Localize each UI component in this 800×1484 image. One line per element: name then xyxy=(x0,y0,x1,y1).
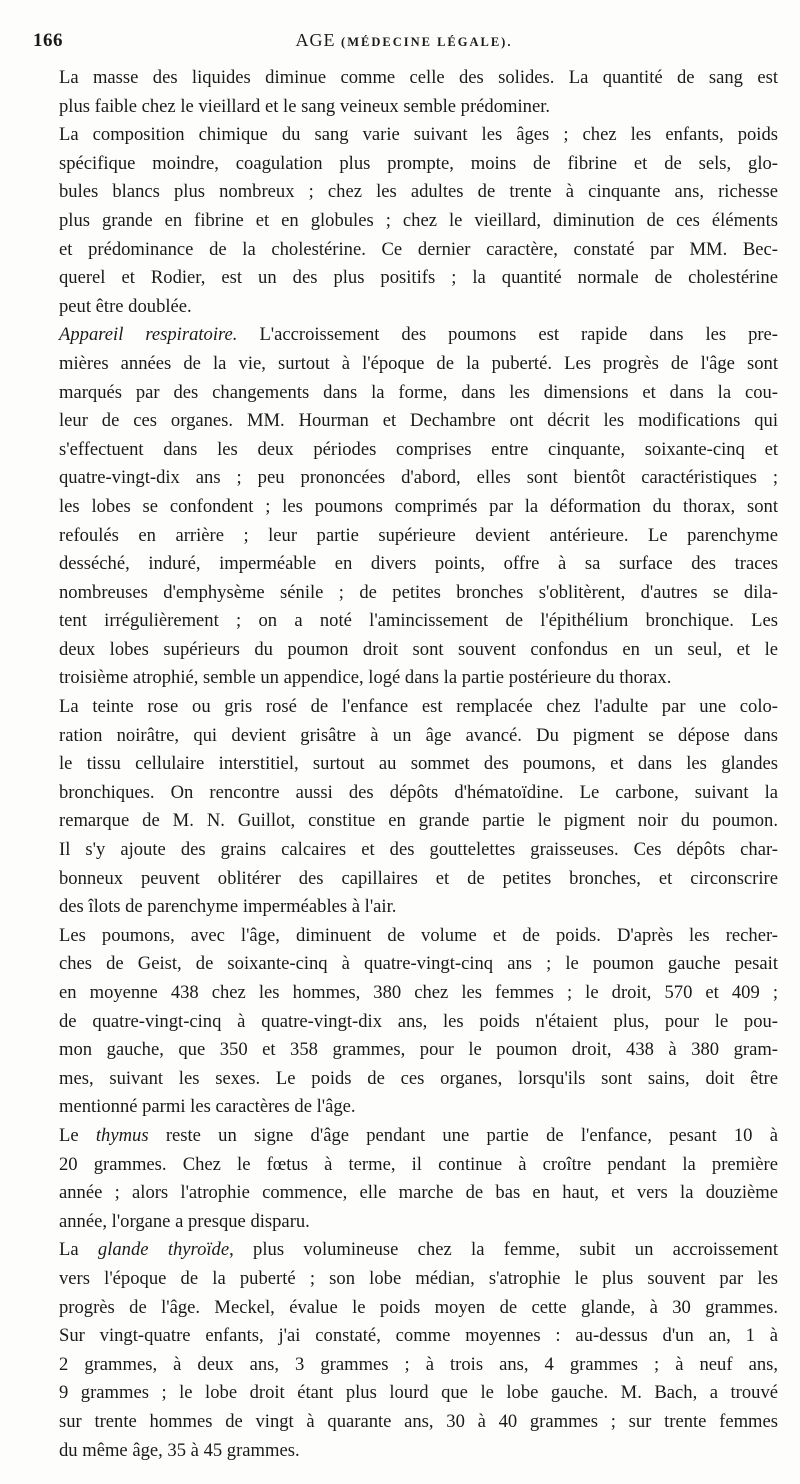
text-line xyxy=(59,1322,778,1351)
text-line xyxy=(59,1036,778,1065)
line-text: du même âge, 35 à 45 grammes. xyxy=(59,1439,300,1461)
text-line xyxy=(59,750,778,779)
line-text: 20 grammes. Chez le fœtus à terme, il continue à croître pendant la première xyxy=(59,1153,778,1175)
line-text: refoulés en arrière ; leur partie supérieure devient antérieure. Le parenchyme xyxy=(59,524,778,546)
text-line xyxy=(59,64,778,93)
text-line xyxy=(59,379,778,408)
text-line xyxy=(59,207,778,236)
line-text: La masse des liquides diminue comme celle des solides. La quantité de sang est xyxy=(59,67,778,88)
line-text: et prédominance de la cholestérine. Ce dernier caractère, constaté par MM. Bec- xyxy=(59,238,778,260)
text-line xyxy=(59,893,778,922)
text-line xyxy=(59,1151,778,1180)
line-text: bules blancs plus nombreux ; chez les adultes de trente à cinquante ans, richesse xyxy=(59,181,778,203)
text-line xyxy=(59,464,778,493)
line-text: marqués par des changements dans la forme, dans les dimensions et dans la cou- xyxy=(59,381,778,403)
text-line xyxy=(59,1093,778,1122)
line-text: remarque de M. N. Guillot, constitue en grande partie le pigment noir du poumon. xyxy=(59,810,778,832)
italic-term: thymus xyxy=(95,1124,149,1146)
line-text: tent irrégulièrement ; on a noté l'amincissement de l'épithélium bronchique. Les xyxy=(59,610,778,632)
text-line xyxy=(59,807,778,836)
text-line xyxy=(59,693,778,722)
text-line xyxy=(59,579,778,608)
text-line xyxy=(59,321,778,350)
line-text: peut être doublée. xyxy=(59,295,192,317)
text-line xyxy=(59,636,778,665)
text-line xyxy=(59,550,778,579)
line-text: Les poumons, avec l'âge, diminuent de volume et de poids. D'après les recher- xyxy=(59,924,778,946)
line-text: année, l'organe a presque disparu. xyxy=(59,1210,310,1232)
text-line xyxy=(59,1208,778,1237)
paragraph xyxy=(59,64,778,121)
line-text: deux lobes supérieurs du poumon droit sont souvent confondus en un seul, et le xyxy=(59,638,778,660)
text-line xyxy=(59,865,778,894)
line-text: querel et Rodier, est un des plus positifs ; la quantité normale de cholestérine xyxy=(59,267,778,289)
paragraph-lead: La xyxy=(59,1239,98,1261)
line-text: 2 grammes, à deux ans, 3 grammes ; à trois ans, 4 grammes ; à neuf ans, xyxy=(59,1353,778,1375)
line-text: ches de Geist, de soixante-cinq à quatre-vingt-cinq ans ; le poumon gauche pesait xyxy=(59,953,778,975)
paragraph xyxy=(59,922,778,1122)
line-text: 9 grammes ; le lobe droit étant plus lourd que le lobe gauche. M. Bach, a trouvé xyxy=(59,1382,778,1404)
text-line xyxy=(59,1236,778,1265)
text-line xyxy=(59,436,778,465)
line-text: vers l'époque de la puberté ; son lobe médian, s'atrophie le plus souvent par les xyxy=(59,1267,778,1289)
text-line xyxy=(59,664,778,693)
line-text: La composition chimique du sang varie suivant les âges ; chez les enfants, poids xyxy=(59,124,778,146)
paragraph-lead: Le xyxy=(59,1124,96,1146)
page-header xyxy=(33,30,775,56)
running-head-sub: (MÉDECINE LÉGALE). xyxy=(341,35,513,49)
text-line xyxy=(59,836,778,865)
text-line xyxy=(59,1351,778,1380)
line-text: s'effectuent dans les deux périodes comprises entre cinquante, soixante-cinq et xyxy=(59,438,778,460)
text-line xyxy=(59,979,778,1008)
line-text: spécifique moindre, coagulation plus prompte, moins de fibrine et de sels, glo- xyxy=(59,152,778,174)
text-line xyxy=(59,178,778,207)
italic-term: glande thyroïde xyxy=(97,1239,230,1261)
line-text: plus faible chez le vieillard et le sang veineux semble prédominer. xyxy=(59,95,551,117)
line-text: Il s'y ajoute des grains calcaires et des gouttelettes graisseuses. Ces dépôts char- xyxy=(59,839,778,861)
line-text: L'accroissement des poumons est rapide dans les pre- xyxy=(237,324,779,346)
line-text: ration noirâtre, qui devient grisâtre à un âge avancé. Du pigment se dépose dans xyxy=(59,724,778,746)
text-line xyxy=(59,1122,778,1151)
line-text: les lobes se confondent ; les poumons comprimés par la déformation du thorax, sont xyxy=(59,495,778,517)
line-text: le tissu cellulaire interstitiel, surtout au sommet des poumons, et dans les glandes xyxy=(59,753,778,775)
line-text: en moyenne 438 chez les hommes, 380 chez les femmes ; le droit, 570 et 409 ; xyxy=(59,982,778,1003)
page-number: 166 xyxy=(33,30,63,51)
line-text: La teinte rose ou gris rosé de l'enfance est remplacée chez l'adulte par une colo- xyxy=(59,696,778,718)
paragraph xyxy=(59,321,778,693)
line-text: nombreuses d'emphysème sénile ; de petites bronches s'oblitèrent, d'autres se dila- xyxy=(59,581,778,603)
text-line xyxy=(59,1437,778,1466)
line-text: troisième atrophié, semble un appendice, logé dans la partie postérieure du thorax. xyxy=(59,667,672,689)
text-line xyxy=(59,722,778,751)
line-text: reste un signe d'âge pendant une partie de l'enfance, pesant 10 à xyxy=(148,1124,778,1146)
line-text: mon gauche, que 350 et 358 grammes, pour le poumon droit, 438 à 380 gram- xyxy=(59,1039,778,1061)
paragraph xyxy=(59,1122,778,1236)
running-head xyxy=(33,30,775,51)
text-line xyxy=(59,493,778,522)
body-text xyxy=(59,64,778,1465)
line-text: mières années de la vie, surtout à l'époque de la puberté. Les progrès de l'âge sont xyxy=(59,352,778,374)
text-line xyxy=(59,293,778,322)
text-line xyxy=(59,236,778,265)
text-line xyxy=(59,93,778,122)
line-text: , plus volumineuse chez la femme, subit un accroissement xyxy=(229,1239,779,1261)
line-text: desséché, induré, imperméable en divers points, offre à sa surface des traces xyxy=(59,553,778,575)
text-line xyxy=(59,607,778,636)
line-text: mentionné parmi les caractères de l'âge. xyxy=(59,1096,356,1118)
paragraph xyxy=(59,693,778,922)
running-head-main: AGE xyxy=(295,30,336,50)
text-line xyxy=(59,1008,778,1037)
line-text: bonneux peuvent oblitérer des capillaires et de petites bronches, et circonscrire xyxy=(59,867,778,889)
line-text: progrès de l'âge. Meckel, évalue le poids moyen de cette glande, à 30 grammes. xyxy=(59,1296,778,1318)
text-line xyxy=(59,1179,778,1208)
line-text: des îlots de parenchyme imperméables à l'air. xyxy=(59,896,397,918)
line-text: leur de ces organes. MM. Hourman et Dechambre ont décrit les modifications qui xyxy=(59,410,778,432)
line-text: sur trente hommes de vingt à quarante ans, 30 à 40 grammes ; sur trente femmes xyxy=(59,1410,778,1432)
text-line xyxy=(59,1265,778,1294)
text-line xyxy=(59,407,778,436)
line-text: Sur vingt-quatre enfants, j'ai constaté, comme moyennes : au-dessus d'un an, 1 à xyxy=(59,1325,778,1347)
text-line xyxy=(59,922,778,951)
line-text: quatre-vingt-dix ans ; peu prononcées d'abord, elles sont bientôt caractéristiques ; xyxy=(59,467,778,489)
text-line xyxy=(59,150,778,179)
text-line xyxy=(59,1065,778,1094)
line-text: bronchiques. On rencontre aussi des dépôts d'hématoïdine. Le carbone, suivant la xyxy=(59,781,778,803)
text-line xyxy=(59,1408,778,1437)
line-text: de quatre-vingt-cinq à quatre-vingt-dix ans, les poids n'étaient plus, pour le pou- xyxy=(59,1010,778,1032)
text-line xyxy=(59,121,778,150)
text-line xyxy=(59,350,778,379)
line-text: mes, suivant les sexes. Le poids de ces organes, lorsqu'ils sont sains, doit être xyxy=(59,1067,778,1089)
text-line xyxy=(59,522,778,551)
text-line xyxy=(59,264,778,293)
line-text: plus grande en fibrine et en globules ; chez le vieillard, diminution de ces éléments xyxy=(59,209,778,231)
text-line xyxy=(59,1294,778,1323)
italic-term: Appareil respiratoire. xyxy=(59,324,238,346)
line-text: année ; alors l'atrophie commence, elle marche de bas en haut, et vers la douzième xyxy=(59,1182,778,1204)
text-line xyxy=(59,950,778,979)
text-line xyxy=(59,1379,778,1408)
text-line xyxy=(59,779,778,808)
paragraph xyxy=(59,1236,778,1465)
paragraph xyxy=(59,121,778,321)
